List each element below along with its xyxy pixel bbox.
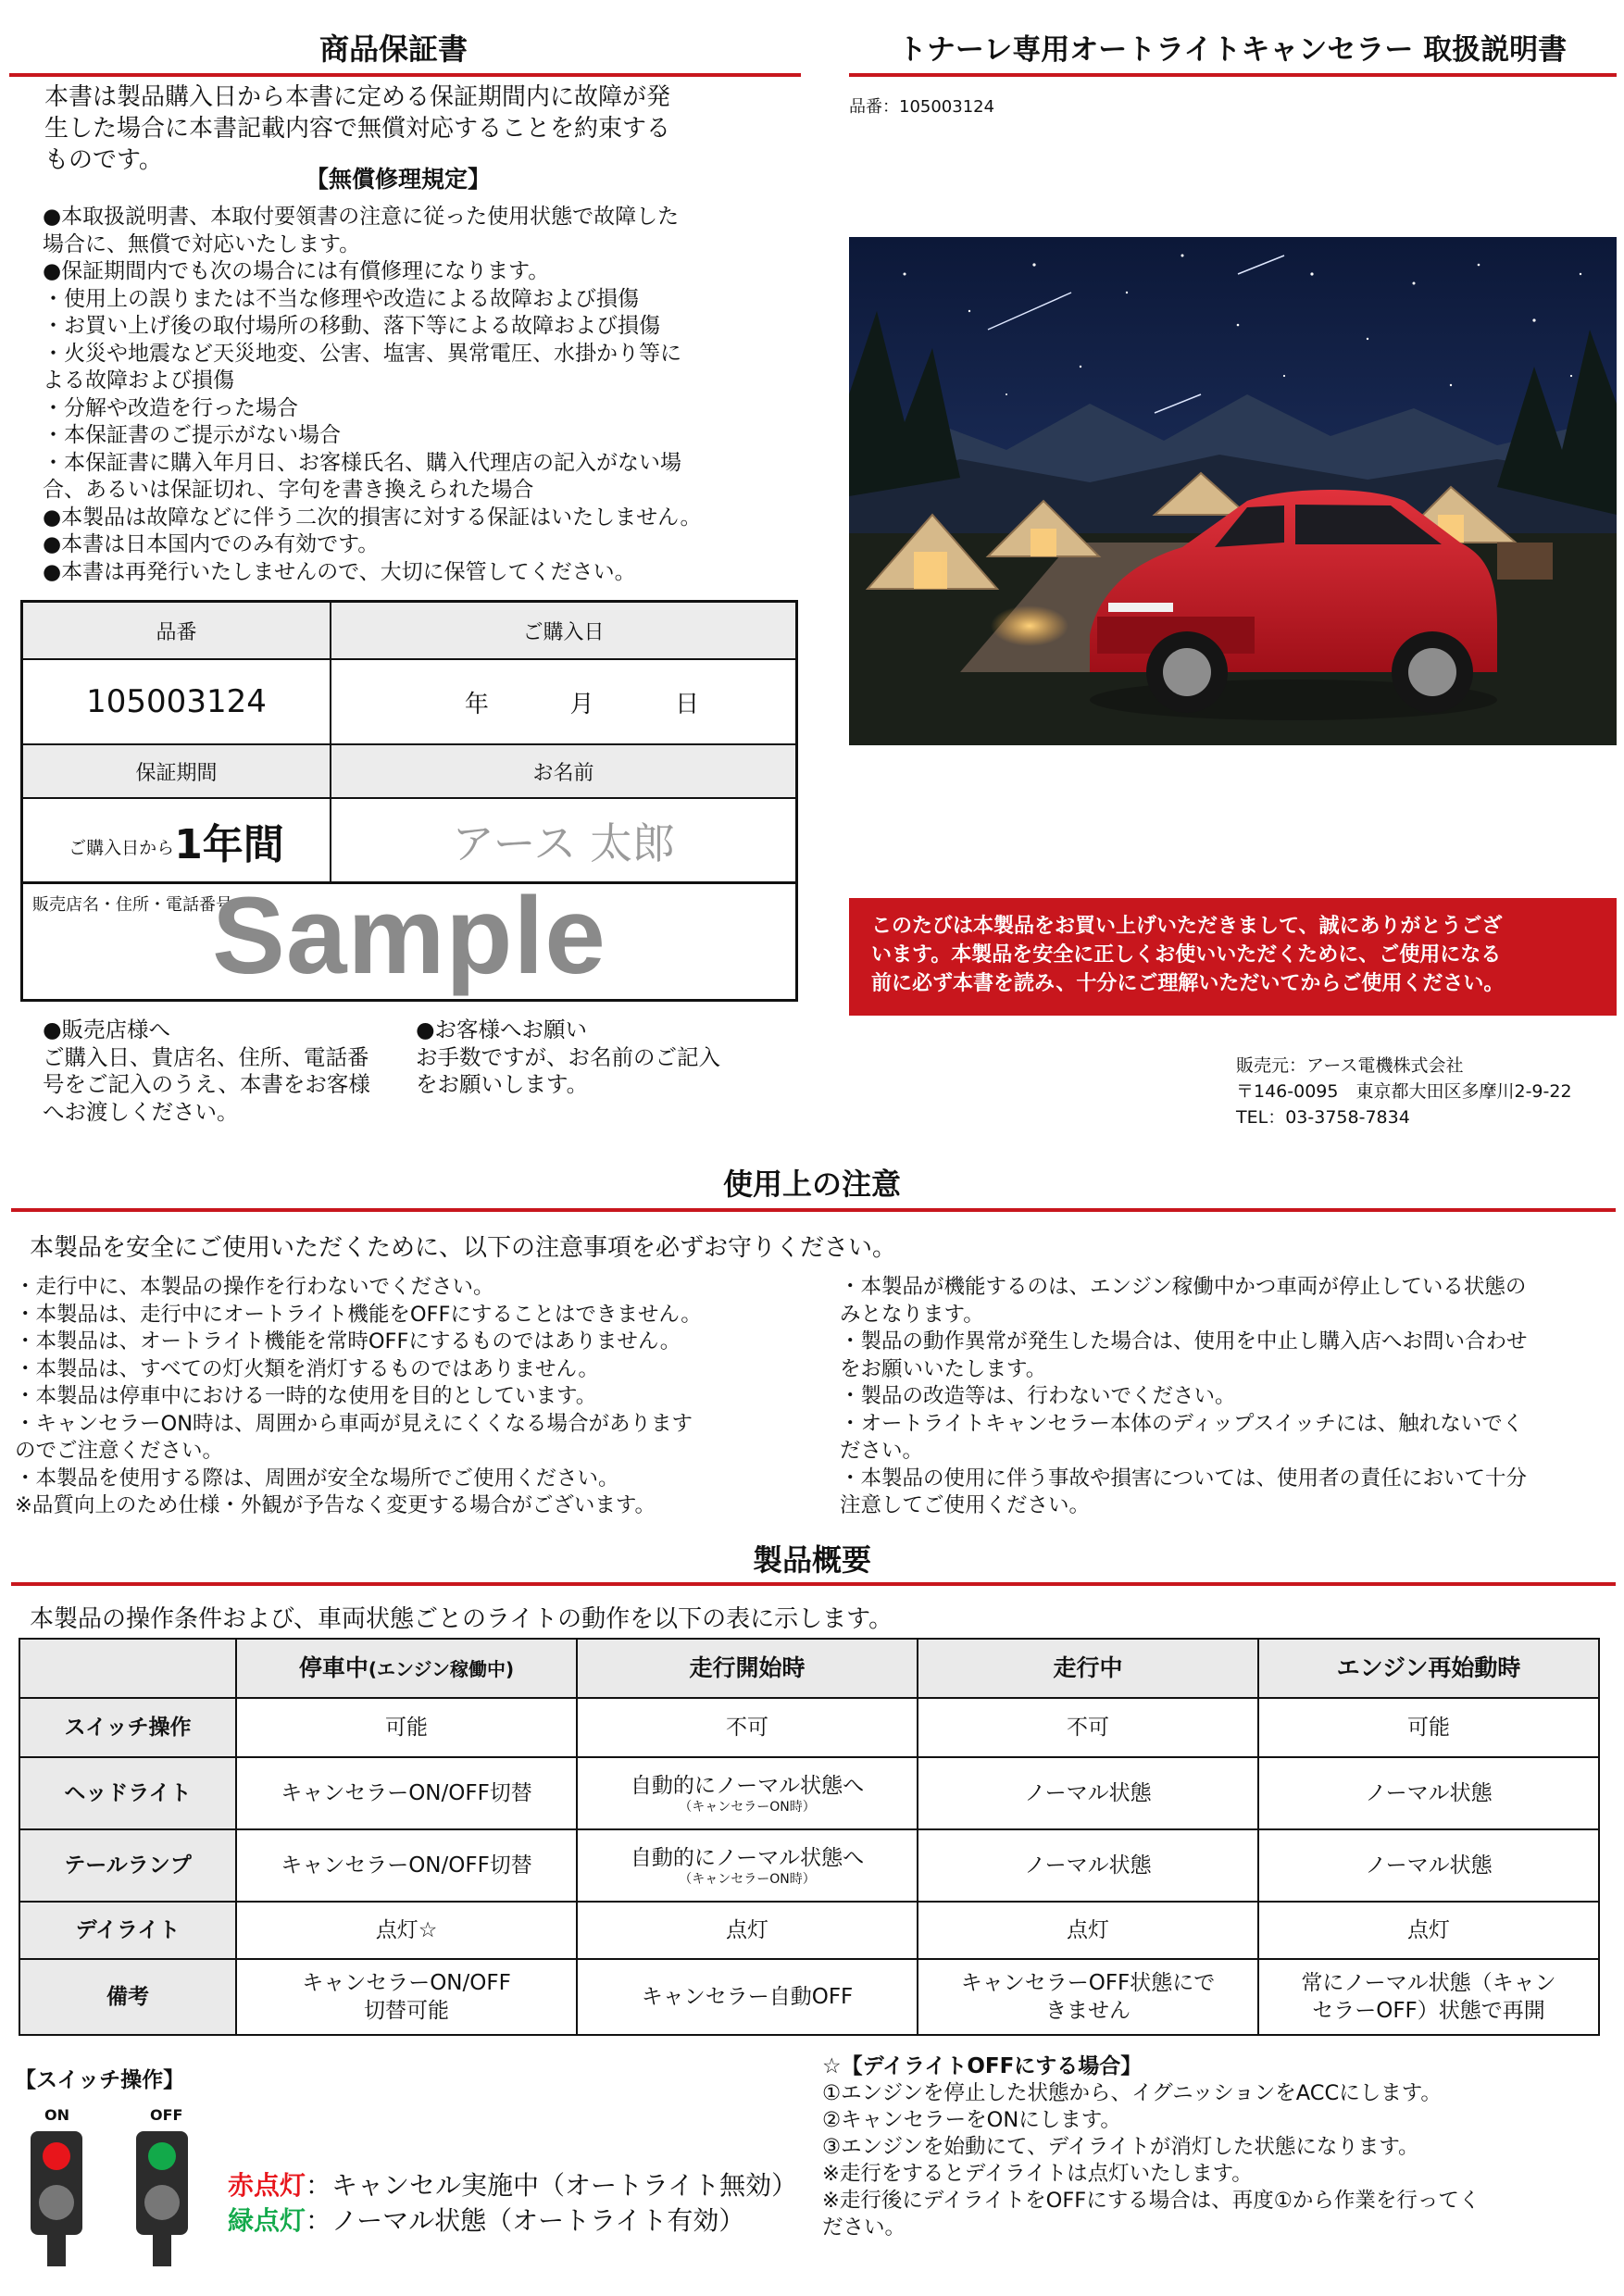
product-number-value: 105003124 — [23, 660, 331, 745]
col-start: 走行開始時 — [577, 1639, 918, 1698]
cautions-left-list — [15, 1274, 702, 1520]
table-cell: ノーマル状態 — [918, 1757, 1258, 1829]
rule-line: ・使用上の誤りまたは不当な修理や改造による故障および損傷 — [43, 286, 639, 311]
table-cell: 不可 — [918, 1698, 1258, 1757]
seller-name: 販売元：アース電機株式会社 — [1236, 1055, 1464, 1076]
col-restart: エンジン再始動時 — [1258, 1639, 1599, 1698]
warranty-title-underline — [9, 73, 801, 77]
table-cell: ノーマル状態 — [918, 1829, 1258, 1902]
rule-line: ・火災や地震など天災地変、公害、塩害、異常電圧、水掛かり等に — [43, 341, 681, 366]
caution-line: ・本製品は、すべての灯火類を消灯するものではありません。 — [15, 1356, 599, 1381]
shop-info-label: 販売店名・住所・電話番号 — [32, 895, 232, 915]
table-cell: キャンセラー自動OFF — [577, 1959, 918, 2035]
caution-line: ださい。 — [840, 1439, 924, 1463]
name-header: お名前 — [331, 745, 795, 799]
cautions-title: 使用上の注意 — [722, 1167, 901, 1202]
switch-off-graphic — [136, 2131, 188, 2235]
rule-line: ●本製品は故障などに伴う二次的損害に対する保証はいたしません。 — [43, 505, 702, 530]
table-cell: キャンセラーON/OFF切替 — [236, 1757, 577, 1829]
warranty-intro-line: ものです。 — [44, 146, 163, 174]
rule-line: よる故障および損傷 — [43, 368, 234, 393]
off-label: OFF — [150, 2106, 183, 2124]
seller-address: 〒146-0095 東京都大田区多摩川2-9-22 — [1236, 1081, 1572, 1102]
red-lamp-icon — [43, 2142, 70, 2170]
cell-line: 切替可能 — [364, 1999, 449, 2023]
caution-line: ・本製品が機能するのは、エンジン稼働中かつ車両が停止している状態の — [840, 1275, 1527, 1299]
greeting-box — [849, 898, 1617, 1016]
cautions-title-underline — [11, 1208, 1616, 1212]
warranty-form-table — [20, 600, 798, 1002]
rule-line: ●保証期間内でも次の場合には有償修理になります。 — [43, 259, 550, 283]
daylight-off-section — [822, 2053, 1480, 2241]
period-duration: 1年間 — [174, 820, 284, 868]
warranty-title: 商品保証書 — [319, 31, 468, 67]
table-row — [19, 1959, 1599, 2035]
col-stopped-label: 停車中 — [298, 1653, 369, 1681]
caution-line: ・キャンセラーON時は、周囲から車両が見えにくくなる場合があります — [15, 1411, 693, 1436]
table-row — [19, 1698, 1599, 1757]
green-lamp-icon — [148, 2142, 176, 2170]
caution-line: ・製品の改造等は、行わないでください。 — [840, 1384, 1236, 1408]
caution-line: ・本製品は、オートライト機能を常時OFFにするものではありません。 — [15, 1329, 681, 1354]
caution-line: をお願いいたします。 — [840, 1356, 1047, 1381]
greeting-line: います。本製品を安全に正しくお使いいただくために、ご使用になる — [871, 943, 1502, 967]
greeting-line: このたびは本製品をお買い上げいただきまして、誠にありがとうござ — [871, 915, 1503, 938]
legend-red — [228, 2168, 797, 2203]
daylight-step: ③エンジンを始動にて、デイライトが消灯した状態になります。 — [822, 2135, 1419, 2159]
cell-main: 自動的にノーマル状態へ — [630, 1846, 865, 1870]
manual-title-underline — [849, 73, 1617, 77]
rule-line: ・本保証書に購入年月日、お客様氏名、購入代理店の記入がない場 — [43, 450, 681, 475]
note-line: へお渡しください。 — [43, 1098, 239, 1125]
cell-note: （キャンセラーON時） — [679, 1872, 816, 1887]
table-cell — [577, 1757, 918, 1829]
note-line: ●販売店様へ — [43, 1017, 171, 1042]
cautions-intro: 本製品を安全にご使用いただくために、以下の注意事項を必ずお守りください。 — [30, 1234, 897, 1262]
table-cell: ノーマル状態 — [1258, 1829, 1599, 1902]
behavior-table — [19, 1638, 1600, 2036]
note-line: ご購入日、貴店名、住所、電話番 — [43, 1043, 369, 1070]
table-cell: 可能 — [1258, 1698, 1599, 1757]
customer-name-field[interactable]: アース 太郎 — [331, 799, 795, 884]
caution-line: ・オートライトキャンセラー本体のディップスイッチには、触れないでく — [840, 1411, 1524, 1436]
daylight-step: ①エンジンを停止した状態から、イグニッションをACCにします。 — [822, 2081, 1442, 2105]
rule-line: ●本取扱説明書、本取付要領書の注意に従った使用状態で故障した — [43, 205, 680, 229]
product-photo — [849, 237, 1617, 745]
rule-line: ●本書は再発行いたしませんので、大切に保管してください。 — [43, 559, 636, 584]
note-to-customer — [416, 1017, 720, 1099]
cell-main: 自動的にノーマル状態へ — [630, 1774, 865, 1798]
switch-on-graphic — [31, 2131, 82, 2235]
daylight-step: ※走行をするとデイライトは点灯いたします。 — [822, 2162, 1253, 2186]
manual-title: トナーレ専用オートライトキャンセラー 取扱説明書 — [897, 33, 1568, 67]
seller-phone: TEL：03-3758-7834 — [1236, 1107, 1410, 1128]
row-label: 備考 — [19, 1959, 236, 2035]
switch-stem — [47, 2235, 66, 2266]
rule-line: ●本書は日本国内でのみ有効です。 — [43, 532, 380, 556]
red-term: 赤点灯 — [228, 2170, 306, 2201]
seller-info — [1236, 1053, 1572, 1130]
table-cell: 点灯 — [577, 1902, 918, 1959]
table-cell: 点灯 — [918, 1902, 1258, 1959]
switch-heading: 【スイッチ操作】 — [15, 2068, 185, 2092]
legend-green — [228, 2203, 797, 2239]
caution-line: ・本製品は停車中における一時的な使用を目的としています。 — [15, 1384, 597, 1408]
warranty-period-value — [23, 799, 331, 884]
overview-title-underline — [11, 1582, 1616, 1586]
repair-rules-list — [43, 204, 701, 586]
col-stopped-sub: (エンジン稼働中) — [368, 1657, 515, 1680]
col-driving: 走行中 — [918, 1639, 1258, 1698]
row-label: デイライト — [19, 1902, 236, 1959]
repair-rules-heading: 【無償修理規定】 — [305, 166, 491, 193]
caution-line: のでご注意ください。 — [15, 1439, 224, 1463]
table-cell: 点灯☆ — [236, 1902, 577, 1959]
table-row — [19, 1757, 1599, 1829]
cautions-right-list — [840, 1274, 1528, 1520]
caution-line: ・本製品を使用する際は、周囲が安全な場所でご使用ください。 — [15, 1466, 619, 1491]
cell-line: キャンセラーOFF状態にで — [960, 1971, 1216, 1995]
purchase-date-field[interactable] — [331, 660, 795, 745]
note-line: ●お客様へお願い — [416, 1017, 588, 1042]
daylight-step: ※走行後にデイライトをOFFにする場合は、再度①から作業を行ってく — [822, 2189, 1480, 2213]
table-cell — [1258, 1959, 1599, 2035]
cell-line: きません — [1045, 1999, 1131, 2023]
cell-note: （キャンセラーON時） — [679, 1800, 816, 1815]
rule-line: 合、あるいは保証切れ、字句を書き換えられた場合 — [43, 478, 534, 502]
warranty-period-header: 保証期間 — [23, 745, 331, 799]
corner-cell — [19, 1639, 236, 1698]
rule-line: 場合に、無償で対応いたします。 — [43, 231, 361, 256]
table-row — [19, 1829, 1599, 1902]
caution-line: ※品質向上のため仕様・外観が予告なく変更する場合がございます。 — [15, 1493, 656, 1517]
date-day-label: 日 — [675, 690, 700, 718]
cell-line: セラーOFF）状態で再開 — [1312, 1999, 1545, 2023]
sample-watermark: Sample — [212, 875, 606, 997]
warranty-intro-line: 本書は製品購入日から本書に定める保証期間内に故障が発 — [44, 83, 671, 111]
cell-line: 常にノーマル状態（キャン — [1301, 1971, 1556, 1995]
table-cell: キャンセラーON/OFF切替 — [236, 1829, 577, 1902]
table-cell: 可能 — [236, 1698, 577, 1757]
rule-line: ・お買い上げ後の取付場所の移動、落下等による故障および損傷 — [43, 314, 660, 338]
row-label: テールランプ — [19, 1829, 236, 1902]
on-label: ON — [44, 2106, 69, 2124]
caution-line: みとなります。 — [840, 1302, 984, 1327]
switch-knob-icon — [144, 2185, 180, 2220]
rule-line: ・分解や改造を行った場合 — [43, 395, 298, 420]
table-cell — [918, 1959, 1258, 2035]
date-month-label: 月 — [569, 690, 594, 718]
table-header-row — [19, 1639, 1599, 1698]
table-row — [19, 1902, 1599, 1959]
note-line: お手数ですが、お名前のご記入 — [416, 1043, 720, 1070]
table-cell: 不可 — [577, 1698, 918, 1757]
daylight-heading: ☆【デイライトOFFにする場合】 — [822, 2054, 1143, 2078]
table-cell — [577, 1829, 918, 1902]
table-cell — [236, 1959, 577, 2035]
overview-title: 製品概要 — [752, 1542, 871, 1578]
red-desc: ：キャンセル実施中（オートライト無効） — [306, 2170, 798, 2201]
table-cell: 点灯 — [1258, 1902, 1599, 1959]
daylight-step: ださい。 — [822, 2215, 906, 2240]
overview-intro: 本製品の操作条件および、車両状態ごとのライトの動作を以下の表に示します。 — [30, 1605, 893, 1633]
caution-line: 注意してご使用ください。 — [840, 1493, 1091, 1517]
date-year-label: 年 — [464, 690, 489, 718]
switch-stem — [153, 2235, 171, 2266]
caution-line: ・本製品の使用に伴う事故や損害については、使用者の責任において十分 — [840, 1466, 1528, 1491]
manual-product-number: 品番：105003124 — [849, 97, 995, 117]
switch-knob-icon — [39, 2185, 74, 2220]
lamp-legend — [228, 2168, 797, 2239]
rule-line: ・本保証書のご提示がない場合 — [43, 423, 341, 447]
caution-line: ・製品の動作異常が発生した場合は、使用を中止し購入店へお問い合わせ — [840, 1329, 1528, 1354]
col-stopped — [236, 1639, 577, 1698]
row-label: ヘッドライト — [19, 1757, 236, 1829]
cell-line: キャンセラーON/OFF — [302, 1971, 511, 1995]
camping-car-illustration — [849, 237, 1617, 745]
note-line: 号をご記入のうえ、本書をお客様 — [43, 1071, 370, 1097]
table-cell: ノーマル状態 — [1258, 1757, 1599, 1829]
green-desc: ：ノーマル状態（オートライト有効） — [306, 2205, 745, 2236]
green-term: 緑点灯 — [228, 2205, 306, 2236]
greeting-line: 前に必ず本書を読み、十分にご理解いただいてからご使用ください。 — [871, 972, 1505, 995]
row-label: スイッチ操作 — [19, 1698, 236, 1757]
note-to-shop — [43, 1017, 370, 1126]
daylight-step: ②キャンセラーをONにします。 — [822, 2108, 1121, 2132]
caution-line: ・走行中に、本製品の操作を行わないでください。 — [15, 1275, 494, 1299]
period-prefix: ご購入日から — [69, 838, 175, 858]
note-line: をお願いします。 — [416, 1071, 589, 1097]
product-number-header: 品番 — [23, 603, 331, 660]
caution-line: ・本製品は、走行中にオートライト機能をOFFにすることはできません。 — [15, 1302, 702, 1327]
purchase-date-header: ご購入日 — [331, 603, 795, 660]
warranty-intro-line: 生した場合に本書記載内容で無償対応することを約束する — [44, 115, 671, 143]
